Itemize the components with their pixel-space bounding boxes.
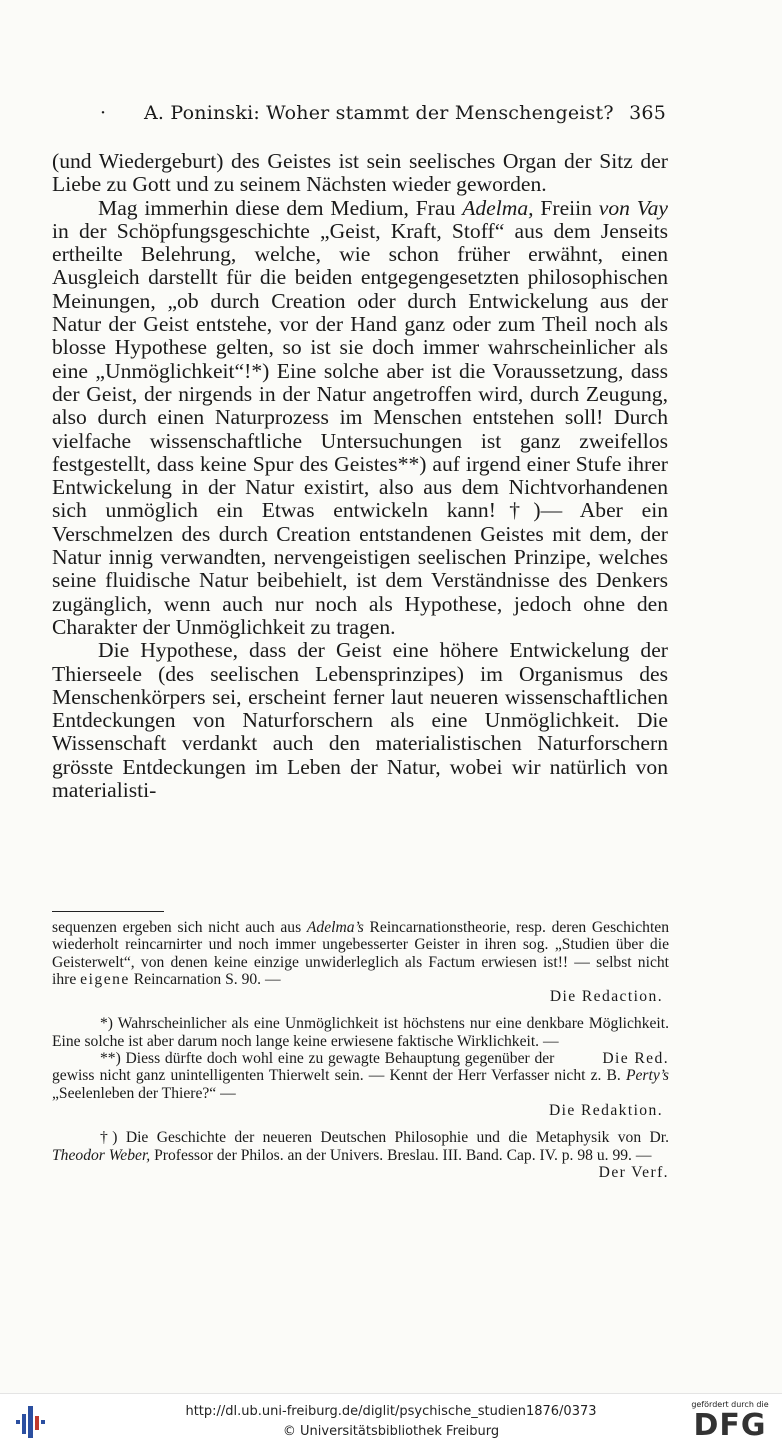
- paragraph-3: Die Hypothese, dass der Geist eine höhere Entwickelung der Thierseele (des seelischen Lebensprinzipes) im Organismus des Menschenkörpers sei, erscheint ferner laut neueren wissenschaftlichen Entdeckungen von Naturforschern als eine Unmöglichkeit. Die Wissenschaft verdankt auch den materialistischen Naturforschern grösste Entdeckungen im Leben der Natur, wobei wir natürlich von materialisti-: [52, 638, 668, 803]
- permalink-url[interactable]: http://dl.ub.uni-freiburg.de/diglit/psychische_studien1876/0373: [185, 1404, 597, 1419]
- footnotes: [52, 919, 669, 1181]
- signature-redaction: Die Redaction.: [549, 988, 663, 1006]
- main-text: [52, 150, 668, 802]
- footnote-continuation-part-c: Reincarnation S. 90. —: [129, 970, 281, 988]
- name-adelmas: Adelma’s: [306, 919, 364, 936]
- name-adelma: Adelma,: [462, 195, 534, 220]
- dfg-wordmark: DFG: [693, 1408, 767, 1443]
- dfg-logo[interactable]: [688, 1400, 772, 1444]
- paragraph-2-part-b: Freiin: [533, 195, 599, 220]
- paragraph-1: (und Wiedergeburt) des Geistes ist sein seelisches Organ der Sitz der Liebe zu Gott und zu seinem Nächsten wieder geworden.: [52, 149, 668, 197]
- running-head-dot: ·: [100, 102, 107, 124]
- paragraph-2-part-c: in der Schöpfungsgeschichte „Geist, Kraft, Stoff“ aus dem Jenseits ertheilte Belehrung, welche, wie schon früher erwähnt, einen Ausgleich darstellt für die beiden entgegengesetzten philosophischen Meinungen, „ob durch Creation oder durch Entwickelung aus der Natur der Geist entstehe, vor der Hand ganz oder zum Theil noch als blosse Hypothese gelten, so ist sie doch immer wahrscheinlicher als eine „Unmöglichkeit“!*) Eine solche aber ist die Voraussetzung, dass der Geist, der nirgends in der Natur angetroffen wird, durch Zeugung, also durch einen Naturprozess im Menschen entstehen soll! Durch vielfache wissenschaftliche Untersuchungen ist ganz zweifellos festgestellt, dass keine Spur des Geistes**) auf irgend einer Stufe ihrer Entwickelung in der Natur existirt, also aus dem Nichtvorhandenen sich unmöglich ein Etwas entwickeln kann!†)— Aber ein Verschmelzen des durch Creation entstandenen Geistes mit dem, der Natur innig verwandten, nervengeistigen seelischen Prinzipe, welches seine fluidische Natur beibehielt, ist dem Verständnisse des Denkers zugänglich, wenn auch nur noch als Hypothese, jedoch ohne den Charakter der Unmöglichkeit zu tragen.: [52, 218, 668, 639]
- signature-redaktion: Die Redaktion.: [548, 1101, 663, 1119]
- viewer-footer: [0, 1393, 782, 1450]
- footnote-gap: [52, 1005, 669, 1015]
- paragraph-2-part-a: Mag immerhin diese dem Medium, Frau: [98, 195, 463, 220]
- running-head-title: A. Poninski: Woher stammt der Menschengeist?: [144, 102, 614, 124]
- footnote-3-part-b: Professor der Philos. an der Univers. Breslau. III. Band. Cap. IV. p. 98 u. 99. —: [150, 1146, 652, 1164]
- running-head: [100, 102, 666, 130]
- name-pertys: Perty’s: [625, 1067, 669, 1085]
- page-number: 365: [629, 102, 666, 124]
- footnote-continuation-part-b: Reincarnationstheorie, resp. deren Geschichten wiederholt reincarnirter und noch immer ungebesserter Geister in ihren sog. „Studien über die Geisterwelt“, von denen keine einzige unwiderleglich als Factum erwiesen ist!! — selbst nicht ihre: [52, 919, 669, 988]
- footnote-gap-2: [52, 1119, 669, 1129]
- footnote-2-part-b: „Seelenleben der Thiere?“ —: [52, 1084, 236, 1102]
- footnote-1-text: *) Wahrscheinlicher als eine Unmöglichkeit ist höchstens nur eine denkbare Möglichkeit. Eine solche ist aber darum noch lange keine erwiesene faktische Wirklichkeit. —: [52, 1015, 669, 1050]
- footnote-3-part-a: †) Die Geschichte der neueren Deutschen Philosophie und die Metaphysik von Dr.: [100, 1129, 669, 1147]
- emphasis-eigene: eigene: [80, 970, 130, 988]
- footnote-continuation-part-a: sequenzen ergeben sich nicht auch aus: [52, 919, 307, 936]
- name-theodor-weber: Theodor Weber,: [52, 1146, 151, 1164]
- copyright-notice: © Universitätsbibliothek Freiburg: [282, 1424, 500, 1439]
- name-von-vay: von Vay: [598, 195, 668, 220]
- footnote-3: [52, 1129, 669, 1181]
- signature-verf: Der Verf.: [598, 1163, 669, 1181]
- footnote-continuation: [52, 919, 669, 988]
- dfg-funding-label: gefördert durch die: [691, 1400, 769, 1409]
- signature-red: Die Red.: [602, 1050, 669, 1068]
- footnote-rule: [52, 911, 164, 912]
- footnote-2-part-a: **) Diess dürfte doch wohl eine zu gewagte Behauptung gegenüber der gewiss nicht ganz unintelligenten Thierwelt sein. — Kennt der Herr Verfasser nicht z. B.: [52, 1050, 626, 1085]
- paragraph-2: [52, 197, 668, 640]
